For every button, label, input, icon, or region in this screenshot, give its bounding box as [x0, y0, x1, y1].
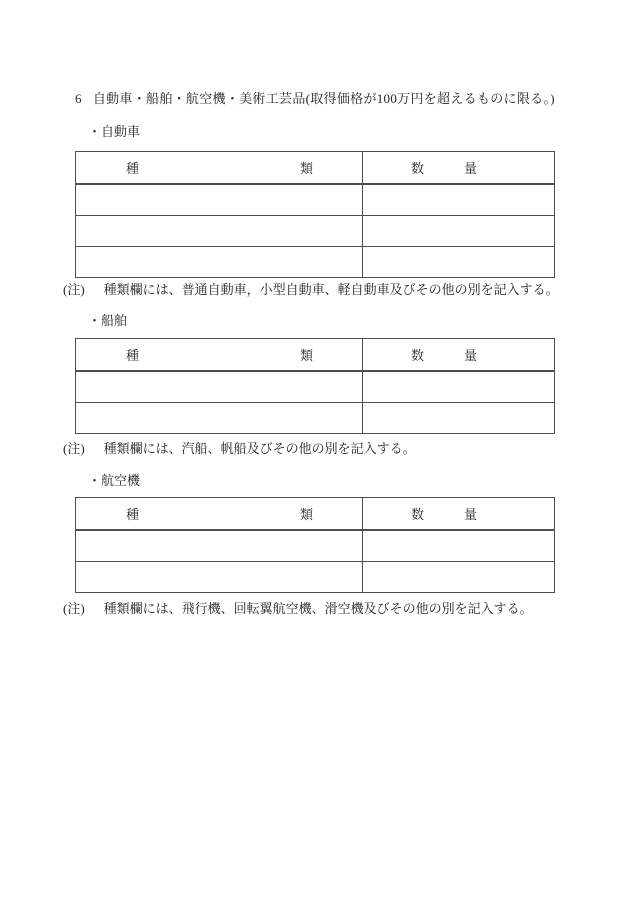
- empty-table-row: [76, 372, 554, 402]
- table-header-row: [76, 339, 554, 372]
- note-text: 種類欄には、汽船、帆船及びその他の別を記入する。: [103, 441, 416, 456]
- empty-table-row: [76, 185, 554, 215]
- quantity-cell-empty: [363, 372, 554, 402]
- quantity-header-left-kanji: 数: [411, 507, 425, 522]
- subsection-label-aircraft: ・航空機: [88, 473, 141, 488]
- type-cell-empty: [76, 216, 363, 246]
- type-header-left-kanji: 種: [126, 507, 140, 522]
- empty-table-row: [76, 246, 554, 277]
- type-header-right-kanji: 類: [299, 161, 313, 176]
- empty-table-row: [76, 531, 554, 561]
- type-header-left-kanji: 種: [126, 348, 140, 363]
- quantity-header-right-kanji: 量: [463, 161, 477, 176]
- type-cell-empty: [76, 247, 363, 277]
- quantity-column-header: [363, 152, 554, 183]
- type-column-header: [76, 498, 363, 529]
- automobile-table: [75, 151, 555, 278]
- note-automobile: [63, 279, 559, 298]
- quantity-cell-empty: [363, 562, 554, 592]
- quantity-cell-empty: [363, 185, 554, 215]
- quantity-header-right-kanji: 量: [463, 507, 477, 522]
- type-cell-empty: [76, 372, 363, 402]
- subsection-label-automobile: ・自動車: [88, 124, 141, 139]
- type-cell-empty: [76, 562, 363, 592]
- note-marker: (注): [63, 601, 85, 616]
- type-column-header: [76, 339, 363, 370]
- section-6-heading: [75, 88, 555, 107]
- aircraft-table-body: [76, 531, 554, 592]
- note-ship: [63, 438, 416, 457]
- aircraft-table: [75, 497, 555, 593]
- type-header-left-kanji: 種: [126, 161, 140, 176]
- section-number: 6: [75, 91, 82, 106]
- type-column-header: [76, 152, 363, 183]
- type-header-right-kanji: 類: [299, 348, 313, 363]
- note-aircraft: [63, 598, 533, 617]
- empty-table-row: [76, 402, 554, 433]
- quantity-column-header: [363, 339, 554, 370]
- note-marker: (注): [63, 441, 85, 456]
- subsection-label-ship: ・船舶: [88, 313, 128, 328]
- empty-table-row: [76, 561, 554, 592]
- empty-table-row: [76, 215, 554, 246]
- quantity-cell-empty: [363, 247, 554, 277]
- automobile-table-body: [76, 185, 554, 277]
- note-marker: (注): [63, 282, 85, 297]
- table-header-row: [76, 498, 554, 531]
- quantity-cell-empty: [363, 216, 554, 246]
- type-cell-empty: [76, 531, 363, 561]
- note-text: 種類欄には、飛行機、回転翼航空機、滑空機及びその他の別を記入する。: [103, 601, 533, 616]
- quantity-header-right-kanji: 量: [463, 348, 477, 363]
- type-header-right-kanji: 類: [299, 507, 313, 522]
- quantity-header-left-kanji: 数: [411, 161, 425, 176]
- quantity-column-header: [363, 498, 554, 529]
- section-title: 自動車・船舶・航空機・美術工芸品(取得価格が100万円を超えるものに限る。): [92, 91, 555, 106]
- ship-table: [75, 338, 555, 434]
- quantity-cell-empty: [363, 531, 554, 561]
- note-text: 種類欄には、普通自動車，小型自動車、軽自動車及びその他の別を記入する。: [103, 282, 559, 297]
- type-cell-empty: [76, 403, 363, 433]
- type-cell-empty: [76, 185, 363, 215]
- quantity-header-left-kanji: 数: [411, 348, 425, 363]
- ship-table-body: [76, 372, 554, 433]
- quantity-cell-empty: [363, 403, 554, 433]
- table-header-row: [76, 152, 554, 185]
